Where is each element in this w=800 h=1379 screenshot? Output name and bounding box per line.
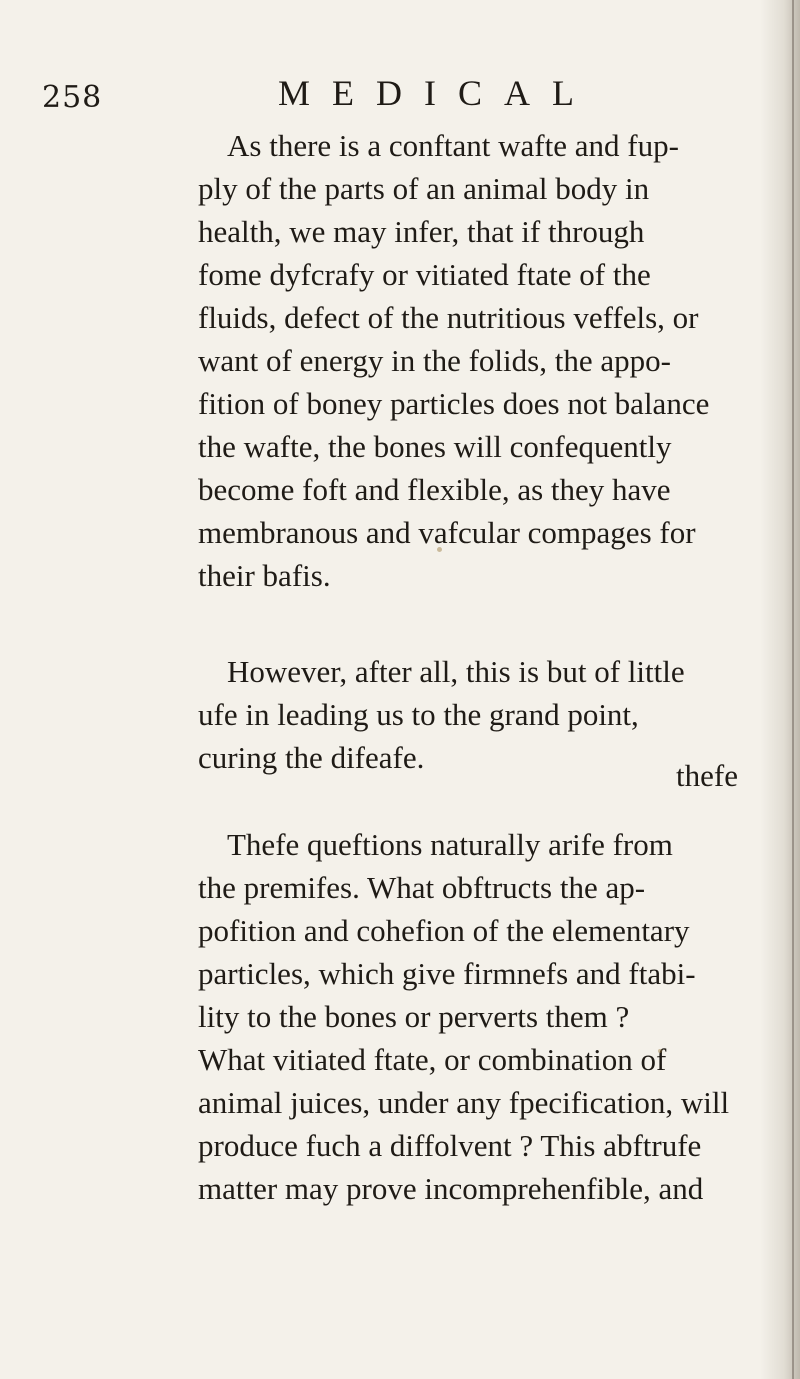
text-line: ufe in leading us to the grand point, xyxy=(198,697,639,732)
text-line: pofition and cohefion of the elementary xyxy=(198,913,690,948)
page-edge-shadow xyxy=(760,0,800,1379)
text-line: membranous and vafcular compages for xyxy=(198,515,696,550)
paper-speck xyxy=(437,547,442,552)
text-line: animal juices, under any fpecification, will xyxy=(198,1085,730,1120)
paper-speck xyxy=(658,1049,662,1053)
catchword: thefe xyxy=(676,758,738,793)
page-number: 258 xyxy=(42,80,103,115)
text-line: fition of boney particles does not balance xyxy=(198,386,710,421)
text-line: their bafis. xyxy=(198,558,331,593)
text-line: What vitiated ftate, or combination of xyxy=(198,1042,667,1077)
text-line: As there is a conftant wafte and fup- xyxy=(227,128,679,163)
text-line: ply of the parts of an animal body in xyxy=(198,171,650,206)
text-line: want of energy in the folids, the appo- xyxy=(198,343,671,378)
text-line: particles, which give firmnefs and ftabi- xyxy=(198,956,696,991)
paragraph-gap xyxy=(198,597,758,650)
body-text xyxy=(198,124,758,1210)
paragraph xyxy=(198,823,758,1210)
text-line: matter may prove incomprehenfible, and xyxy=(198,1171,704,1206)
text-line: However, after all, this is but of little xyxy=(227,654,685,689)
text-line: produce fuch a diffolvent ? This abftrufe xyxy=(198,1128,702,1163)
text-line: Thefe queftions naturally arife from xyxy=(227,827,673,862)
paragraph xyxy=(198,124,758,597)
text-line: health, we may infer, that if through xyxy=(198,214,645,249)
text-line: fome dyfcrafy or vitiated ftate of the xyxy=(198,257,651,292)
text-line: fluids, defect of the nutritious veffels, or xyxy=(198,300,699,335)
paragraph xyxy=(198,650,758,779)
paragraph-gap xyxy=(198,779,758,823)
text-line: lity to the bones or perverts them ? xyxy=(198,999,630,1034)
text-line: the wafte, the bones will confequently xyxy=(198,429,672,464)
page-edge-line xyxy=(792,0,794,1379)
running-head: MEDICAL xyxy=(278,73,596,113)
text-line: curing the difeafe. xyxy=(198,740,425,775)
text-line: become foft and flexible, as they have xyxy=(198,472,671,507)
text-line: the premifes. What obftructs the ap- xyxy=(198,870,646,905)
